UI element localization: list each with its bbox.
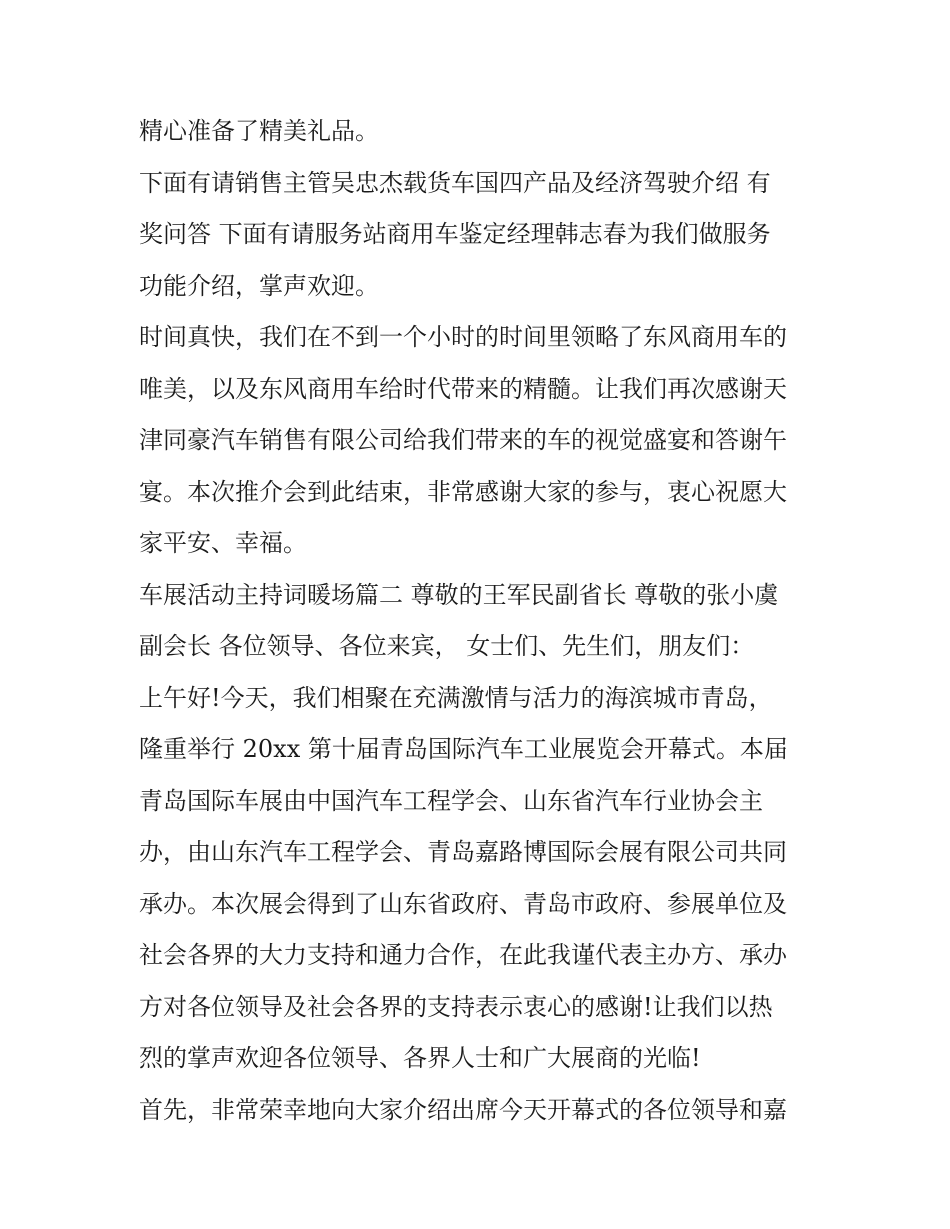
text-line: 青岛国际车展由中国汽车工程学会、山东省汽车行业协会主 xyxy=(139,786,763,815)
text-line: 隆重举行 20xx 第十届青岛国际汽车工业展览会开幕式。本届 xyxy=(139,735,788,763)
text-line: 时间真快，我们在不到一个小时的时间里领略了东风商用车的 xyxy=(139,323,787,351)
text-line: 车展活动主持词暖场篇二 尊敬的王军民副省长 尊敬的张小虞 xyxy=(139,580,779,609)
text-line: 奖问答 下面有请服务站商用车鉴定经理韩志春为我们做服务 xyxy=(139,220,771,248)
text-line: 办，由山东汽车工程学会、青岛嘉路博国际会展有限公司共同 xyxy=(139,838,787,866)
text-line: 功能介绍，掌声欢迎。 xyxy=(139,271,379,300)
text-line: 下面有请销售主管吴忠杰载货车国四产品及经济驾驶介绍 有 xyxy=(139,168,771,197)
text-line: 方对各位领导及社会各界的支持表示衷心的感谢!让我们以热 xyxy=(139,992,773,1021)
text-line: 社会各界的大力支持和通力合作，在此我谨代表主办方、承办 xyxy=(139,941,787,969)
document-body xyxy=(139,106,819,1136)
text-line: 副会长 各位领导、各位来宾， 女士们、先生们，朋友们： xyxy=(139,632,755,660)
text-line: 津同豪汽车销售有限公司给我们带来的车的视觉盛宴和答谢午 xyxy=(139,426,787,454)
text-line: 家平安、幸福。 xyxy=(139,529,307,557)
text-line: 烈的掌声欢迎各位领导、各界人士和广大展商的光临! xyxy=(139,1044,701,1072)
text-line: 精心准备了精美礼品。 xyxy=(139,117,379,145)
text-line: 上午好!今天，我们相聚在充满激情与活力的海滨城市青岛， xyxy=(139,683,773,712)
text-line: 唯美，以及东风商用车给时代带来的精髓。让我们再次感谢天 xyxy=(139,374,787,403)
text-line: 承办。本次展会得到了山东省政府、青岛市政府、参展单位及 xyxy=(139,889,787,918)
text-line: 首先，非常荣幸地向大家介绍出席今天开幕式的各位领导和嘉 xyxy=(139,1095,787,1124)
text-line: 宴。本次推介会到此结束，非常感谢大家的参与，衷心祝愿大 xyxy=(139,477,787,506)
